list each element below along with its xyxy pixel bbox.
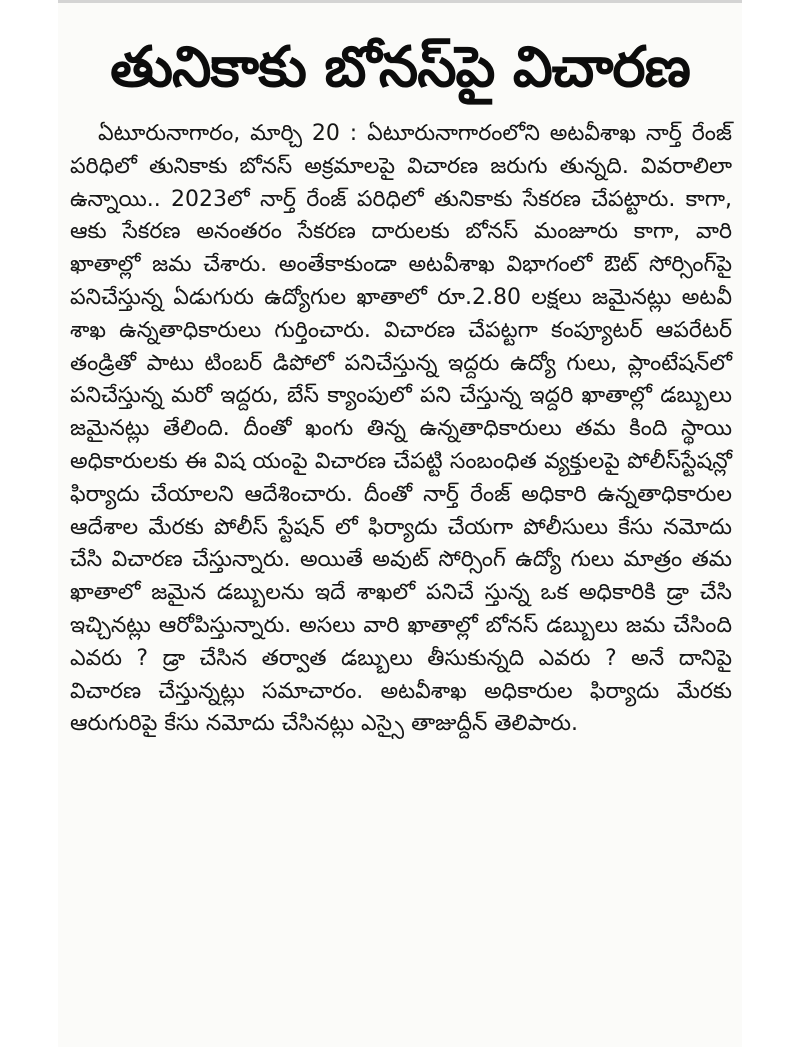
top-divider: [58, 0, 742, 3]
article-body: [70, 118, 732, 741]
newspaper-clipping: [58, 0, 742, 1047]
article-headline: తునికాకు బోనస్‌పై విచారణ: [110, 35, 690, 100]
article-paragraph: ఏటూరునాగారం, మార్చి 20 : ఏటూరునాగారంలోని అటవీశాఖ నార్త్ రేంజ్ పరిధిలో తునికాకు బోనస్ అక్రమాలపై విచారణ జరుగు తున్నది. వివరాలిలా ఉన్నాయి.. 2023లో నార్త్ రేంజ్ పరిధిలో తునికాకు సేకరణ చేపట్టారు. కాగా, ఆకు సేకరణ అనంతరం సేకరణ దారులకు బోనస్ మంజూరు కాగా, వారి ఖాతాల్లో జమ చేశారు. అంతేకాకుండా అటవీశాఖ విభాగంలో ఔట్ సోర్సింగ్‌పై పనిచేస్తున్న ఏడుగురు ఉద్యోగుల ఖాతాలో రూ.2.80 లక్షలు జమైనట్లు అటవీ శాఖ ఉన్నతాధికారులు గుర్తించారు. విచారణ చేపట్టగా కంప్యూటర్ ఆపరేటర్ తండ్రితో పాటు టింబర్ డిపోలో పనిచేస్తున్న ఇద్దరు ఉద్యో గులు, ప్లాంటేషన్‌లో పనిచేస్తున్న మరో ఇద్దరు, బేస్ క్యాంపులో పని చేస్తున్న ఇద్దరి ఖాతాల్లో డబ్బులు జమైనట్లు తేలింది. దీంతో ఖంగు తిన్న ఉన్నతాధికారులు తమ కింది స్థాయి అధికారులకు ఈ విష యంపై విచారణ చేపట్టి సంబంధిత వ్యక్తులపై పోలీస్‌స్టేషన్లో ఫిర్యాదు చేయాలని ఆదేశించారు. దీంతో నార్త్ రేంజ్ అధికారి ఉన్నతాధికారుల ఆదేశాల మేరకు పోలీస్ స్టేషన్ లో ఫిర్యాదు చేయగా పోలీసులు కేసు నమోదు చేసి విచారణ చేస్తున్నారు. అయితే అవుట్ సోర్సింగ్ ఉద్యో గులు మాత్రం తమ ఖాతాలో జమైన డబ్బులను ఇదే శాఖలో పనిచే స్తున్న ఒక అధికారికి డ్రా చేసి ఇచ్చినట్లు ఆరోపిస్తున్నారు. అసలు వారి ఖాతాల్లో బోనస్ డబ్బులు జమ చేసింది ఎవరు ? డ్రా చేసిన తర్వాత డబ్బులు తీసుకున్నది ఎవరు ? అనే దానిపై విచారణ చేస్తున్నట్లు సమాచారం. అటవీశాఖ అధికారుల ఫిర్యాదు మేరకు ఆరుగురిపై కేసు నమోదు చేసినట్లు ఎస్సై తాజుద్దీన్ తెలిపారు.: [70, 121, 732, 737]
